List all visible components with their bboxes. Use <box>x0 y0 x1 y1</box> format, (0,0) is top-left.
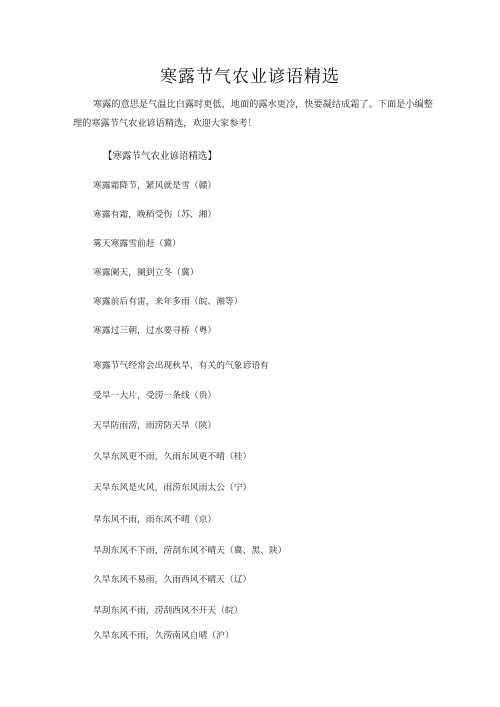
proverb-line: 寒露前后有雷，来年多雨（皖、湘等） <box>93 297 243 307</box>
proverb-line: 寒露有霜，晚稻受伤（苏、湘） <box>93 210 217 220</box>
proverb-line: 久旱东风不易雨，久雨西风不晴天（辽） <box>93 575 252 585</box>
section-heading: 【寒露节气农业谚语精选】 <box>103 151 218 162</box>
proverb-line: 天旱东风是火风，雨涝东风雨太公（宁） <box>93 483 252 493</box>
intro-paragraph: 寒露的意思是气温比白露时更低，地面的露水更冷，快要凝结成霜了。下面是小编整理的寒露节气农业谚语精选，欢迎大家参考！ <box>73 99 433 129</box>
proverb-line: 受旱一大片，受涝一条线（贵） <box>93 391 217 401</box>
proverb-line: 寒露过三朝，过水要寻桥（粤） <box>93 326 217 336</box>
proverb-line: 雾天寒露雪前赶（冀） <box>93 239 181 249</box>
proverb-line: 寒露节气经常会出现秋旱，有关的气象谚语有 <box>93 361 269 371</box>
proverb-line: 久旱东风不雨，久涝南风自晴（沪） <box>93 631 234 641</box>
proverb-line: 久旱东风更不雨，久雨东风更不晴（桂） <box>93 452 252 462</box>
proverb-line: 旱刮东风不雨，涝刮西风不开天（皖） <box>93 606 243 616</box>
proverb-line: 天旱防雨涝，雨涝防天旱（陕） <box>93 421 217 431</box>
proverb-line: 寒露霜降节，紧风就是雪（赣） <box>93 181 217 191</box>
proverb-line: 旱刮东风不下雨，涝刮东风不晴天（冀、黑、陕） <box>93 546 287 556</box>
document-title: 寒露节气农业谚语精选 <box>160 67 340 87</box>
proverb-line: 寒露阑天，阑到立冬（冀） <box>93 268 199 278</box>
proverb-line: 旱东风不雨，雨东风不晴（京） <box>93 515 217 525</box>
